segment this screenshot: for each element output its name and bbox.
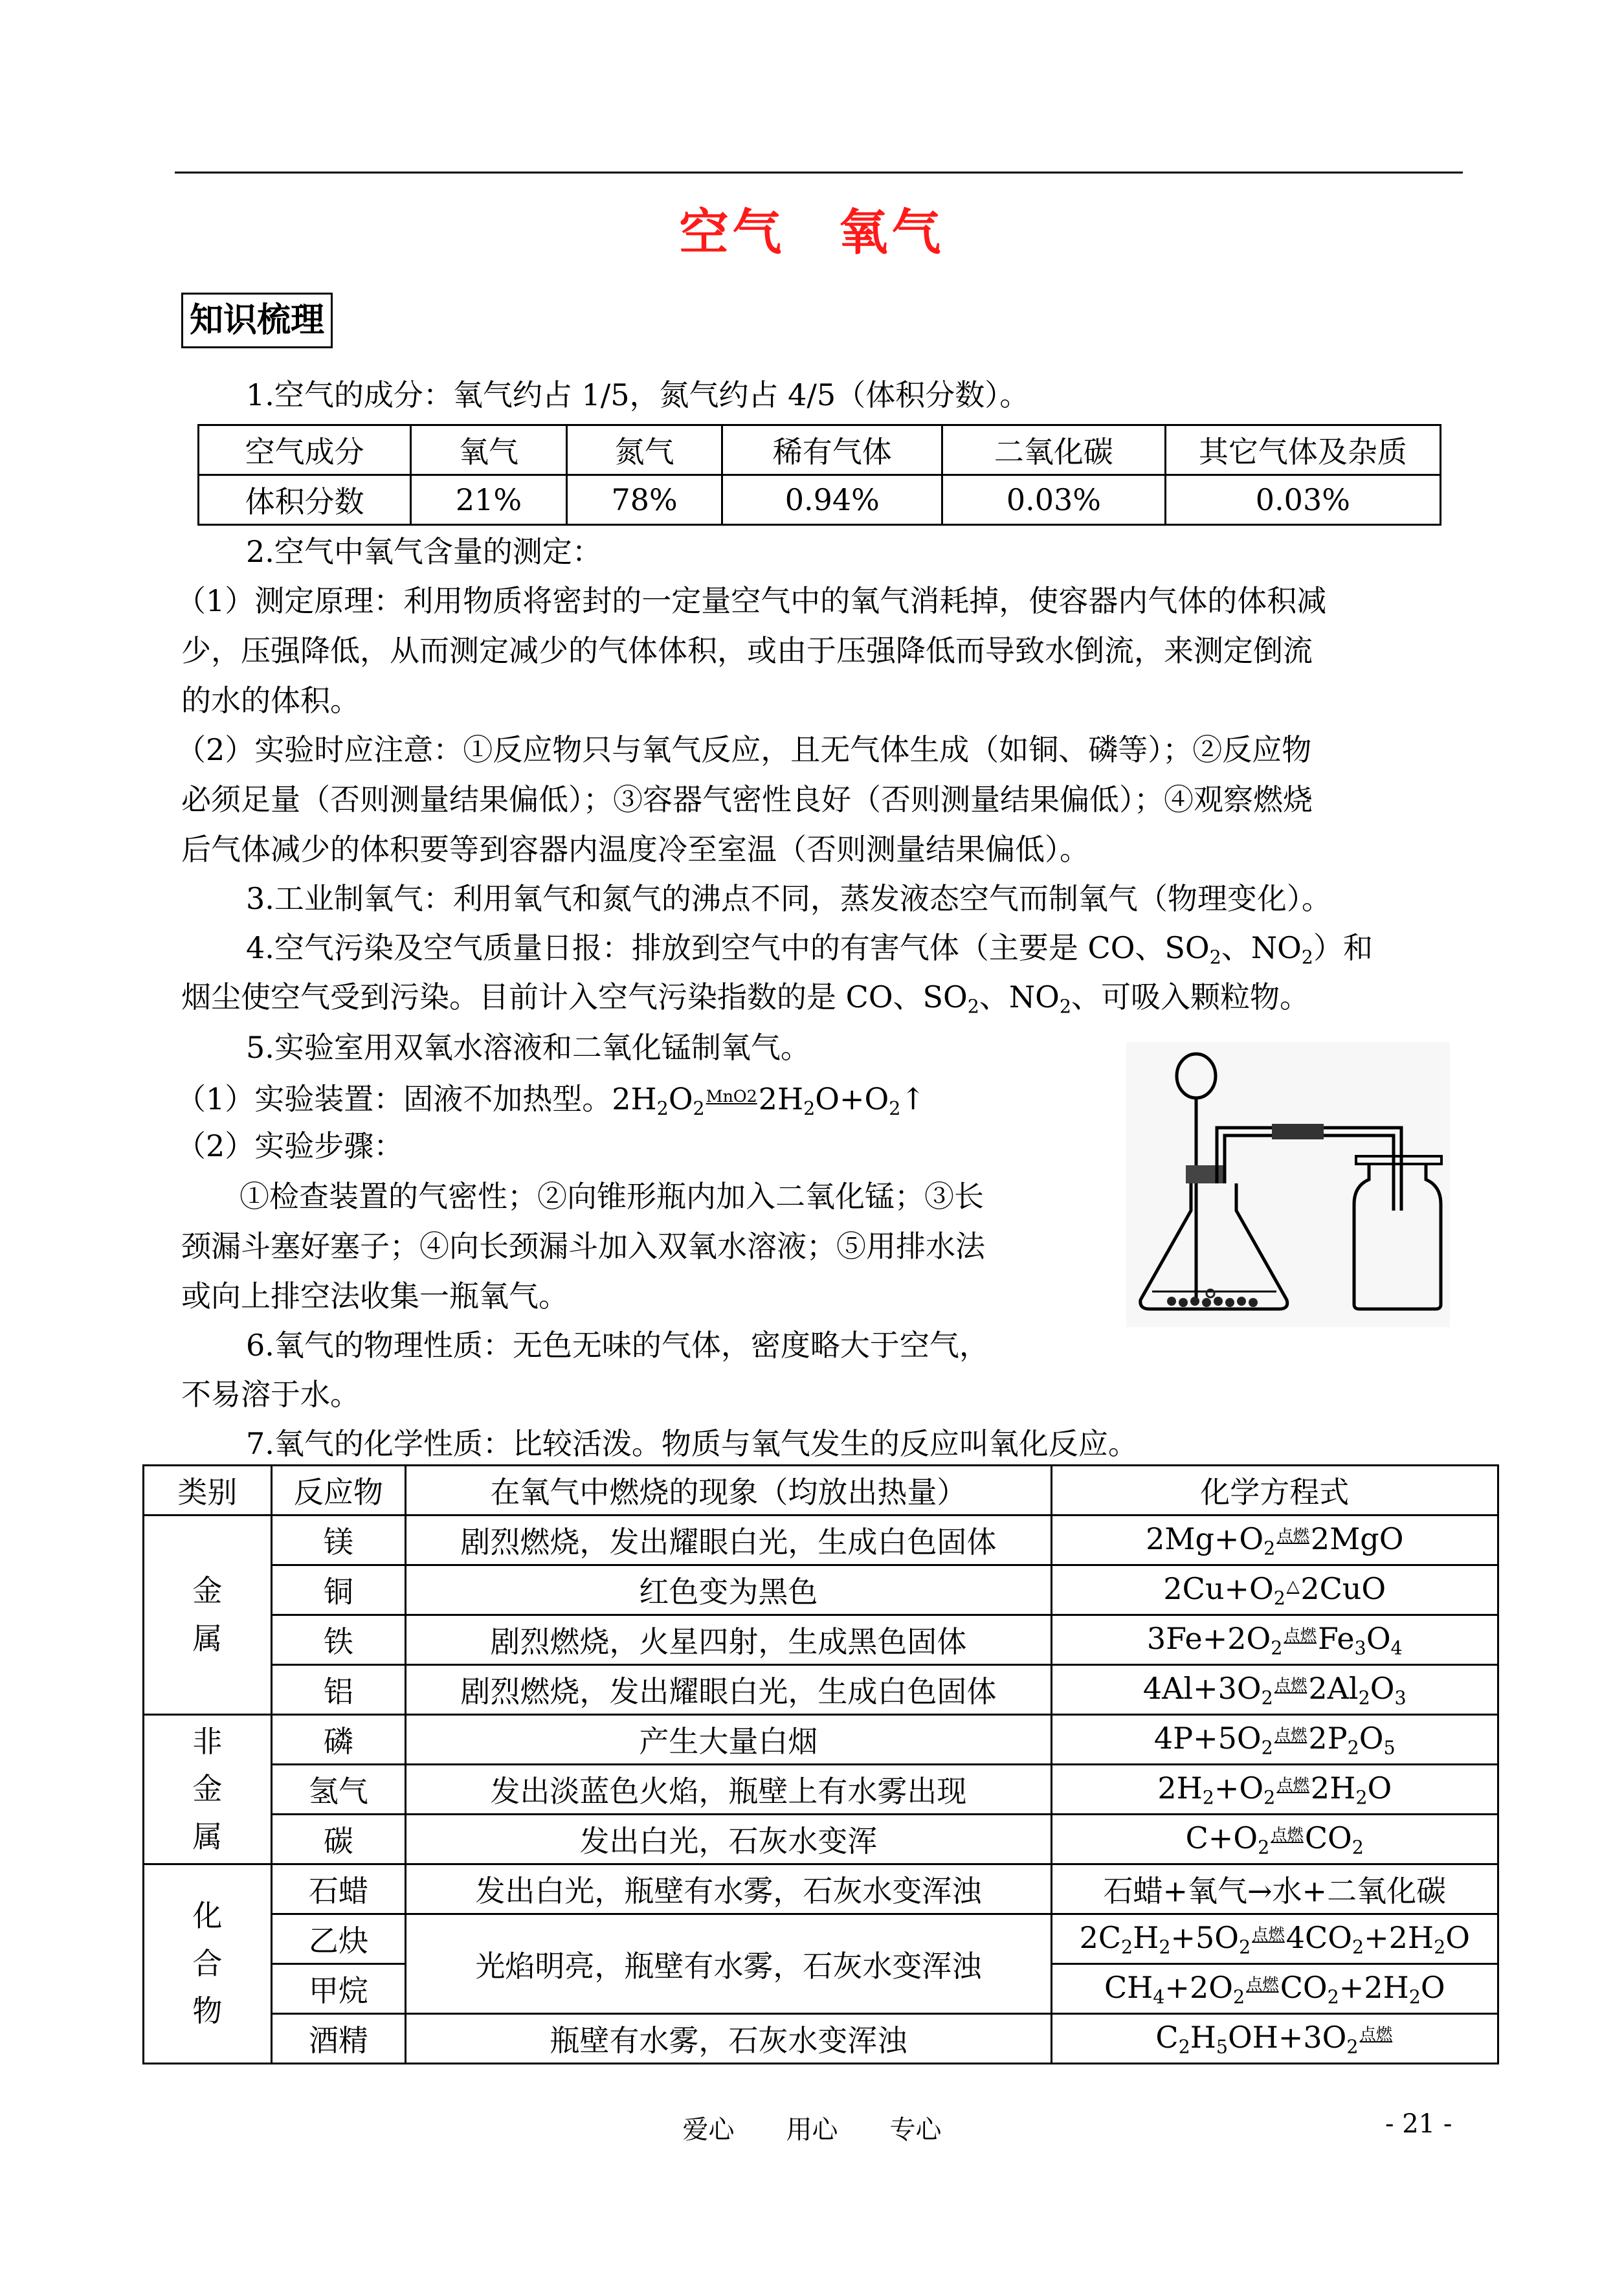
para-physical-line1: 6.氧气的物理性质：无色无味的气体，密度略大于空气，: [246, 1328, 989, 1363]
gas-arrow: ↑: [900, 1081, 926, 1117]
air-composition-table: [197, 424, 1441, 526]
para-principle-line2: 少，压强降低，从而测定减少的气体体积，或由于压强降低而导致水倒流，来测定倒流: [181, 633, 1313, 668]
para-principle-line1: （1）测定原理：利用物质将密封的一定量空气中的氧气消耗掉，使容器内气体的体积减: [176, 583, 1327, 618]
phenomenon-cell: 剧烈燃烧，发出耀眼白光，生成白色固体: [406, 1665, 1051, 1715]
text-span: O+O: [815, 1081, 889, 1117]
equation-cell: 4P+5O2点燃2P2O5: [1051, 1715, 1498, 1765]
subscript: 2: [803, 1097, 816, 1119]
text-span: 2H: [612, 1081, 657, 1117]
equation-cell: 2H2+O2点燃2H2O: [1051, 1765, 1498, 1815]
table-header-category: 类别: [144, 1466, 272, 1516]
reactant-cell: 石蜡: [271, 1864, 405, 1914]
reaction-condition: 点燃: [1359, 2025, 1393, 2044]
text-span: 、可吸入颗粒物。: [1071, 979, 1310, 1014]
reactant-cell: 酒精: [271, 2014, 405, 2064]
subscript: 2: [693, 1097, 705, 1119]
text-span: （1）实验装置：固液不加热型。: [176, 1081, 612, 1117]
subscript: 2: [1059, 996, 1072, 1018]
phenomenon-cell: 发出淡蓝色火焰，瓶壁上有水雾出现: [406, 1765, 1051, 1815]
text-span: 烟尘使空气受到污染。目前计入空气污染指数的是 CO、SO: [181, 979, 968, 1014]
equation-cell: 2C2H2+5O2点燃4CO2+2H2O: [1051, 1914, 1498, 1964]
phenomenon-cell: 产生大量白烟: [406, 1715, 1051, 1765]
category-metal: [144, 1516, 272, 1715]
reactant-cell: 氢气: [271, 1765, 405, 1815]
reactant-cell: 铁: [271, 1615, 405, 1665]
page-title: 空气 氧气: [679, 203, 945, 261]
reactant-cell: 铜: [271, 1565, 405, 1615]
para-notes-line2: 必须足量（否则测量结果偏低）；③容器气密性良好（否则测量结果偏低）；④观察燃烧: [181, 782, 1313, 817]
table-cell: 0.94%: [722, 475, 942, 525]
phenomenon-cell: 光焰明亮，瓶壁有水雾，石灰水变浑浊: [406, 1914, 1051, 2014]
text-span: 、NO: [1221, 930, 1302, 965]
table-cell: 空气成分: [199, 425, 411, 475]
subscript: 2: [1209, 946, 1221, 968]
para-steps-line1: ①检查装置的气密性；②向锥形瓶内加入二氧化锰；③长: [239, 1179, 984, 1214]
table-row: [144, 1815, 1498, 1864]
page-number: - 21 -: [1385, 2109, 1452, 2139]
table-cell: 21%: [411, 475, 567, 525]
equation-cell: 2Mg+O2点燃2MgO: [1051, 1516, 1498, 1565]
reaction-condition: 点燃: [1252, 1925, 1285, 1945]
reaction-condition: △: [1286, 1576, 1300, 1596]
para-physical-line2: 不易溶于水。: [181, 1377, 360, 1412]
phenomenon-cell: 发出白光，石灰水变浑: [406, 1815, 1051, 1864]
para-notes-line3: 后气体减少的体积要等到容器内温度冷至室温（否则测量结果偏低）。: [181, 832, 1089, 867]
phenomenon-cell: 红色变为黑色: [406, 1565, 1051, 1615]
table-cell: 0.03%: [942, 475, 1166, 525]
reactant-cell: 铝: [271, 1665, 405, 1715]
header-rule: [175, 172, 1463, 173]
equation-cell: C+O2点燃CO2: [1051, 1815, 1498, 1864]
phenomenon-cell: 瓶壁有水雾，石灰水变浑浊: [406, 2014, 1051, 2064]
table-row: [144, 1715, 1498, 1765]
table-row: [144, 1914, 1498, 1964]
reaction-condition: 点燃: [1274, 1676, 1307, 1695]
category-label: 化合物: [192, 1898, 223, 2029]
phenomenon-cell: 剧烈燃烧，发出耀眼白光，生成白色固体: [406, 1516, 1051, 1565]
category-label: 金属: [192, 1572, 223, 1656]
table-header-phenomenon: 在氧气中燃烧的现象（均放出热量）: [406, 1466, 1051, 1516]
rubber-stopper: [1186, 1165, 1225, 1183]
table-header-equation: 化学方程式: [1051, 1466, 1498, 1516]
footer-motto: 爱心 用心 专心: [682, 2115, 942, 2145]
text-span: 2H: [758, 1081, 804, 1117]
table-cell: 氮气: [566, 425, 722, 475]
table-cell: 78%: [566, 475, 722, 525]
para-chemical: 7.氧气的化学性质：比较活泼。物质与氧气发生的反应叫氧化反应。: [246, 1426, 1138, 1461]
equation-cell: 4Al+3O2点燃2Al2O3: [1051, 1665, 1498, 1715]
para-steps-line2: 颈漏斗塞好塞子；④向长颈漏斗加入双氧水溶液；⑤用排水法: [181, 1229, 985, 1264]
para-notes-line1: （2）实验时应注意：①反应物只与氧气反应，且无气体生成（如铜、磷等）；②反应物: [176, 732, 1312, 767]
reaction-condition: 点燃: [1271, 1826, 1304, 1845]
para-industrial: 3.工业制氧气：利用氧气和氮气的沸点不同，蒸发液态空气而制氧气（物理变化）。: [246, 881, 1331, 916]
table-cell: 氧气: [411, 425, 567, 475]
phenomenon-cell: 剧烈燃烧，火星四射，生成黑色固体: [406, 1615, 1051, 1665]
subscript: 2: [967, 996, 979, 1018]
category-nonmetal: [144, 1715, 272, 1864]
table-row: [144, 1765, 1498, 1815]
text-span: O: [668, 1081, 693, 1117]
para-steps-title: （2）实验步骤：: [176, 1128, 404, 1163]
table-row: [199, 475, 1441, 525]
para-oxygen-measure: 2.空气中氧气含量的测定：: [246, 534, 602, 569]
table-header-reactant: 反应物: [271, 1466, 405, 1516]
para-principle-line3: 的水的体积。: [181, 683, 360, 718]
reactant-cell: 甲烷: [271, 1964, 405, 2014]
reactant-cell: 磷: [271, 1715, 405, 1765]
table-cell: 稀有气体: [722, 425, 942, 475]
reaction-condition: 点燃: [1276, 1776, 1309, 1795]
reaction-condition: MnO2: [706, 1087, 757, 1106]
table-row: [144, 1615, 1498, 1665]
reactant-cell: 乙炔: [271, 1914, 405, 1964]
equation-cell: 2Cu+O2△2CuO: [1051, 1565, 1498, 1615]
text-span: ）和: [1313, 930, 1373, 965]
reaction-condition: 点燃: [1284, 1626, 1317, 1646]
equation-cell: 3Fe+2O2点燃Fe3O4: [1051, 1615, 1498, 1665]
para-pollution-line2: [181, 978, 1309, 1027]
table-row: [144, 1516, 1498, 1565]
section-label: 知识梳理: [181, 293, 333, 348]
reaction-condition: 点燃: [1246, 1975, 1279, 1995]
subscript: 2: [1301, 946, 1313, 968]
para-pollution-line1: [246, 928, 1373, 978]
reactant-cell: 镁: [271, 1516, 405, 1565]
reactant-cell: 碳: [271, 1815, 405, 1864]
table-row: [144, 1864, 1498, 1914]
table-row: [144, 1665, 1498, 1715]
para-steps-line3: 或向上排空法收集一瓶氧气。: [181, 1279, 568, 1314]
table-row: [144, 1565, 1498, 1615]
table-cell: 其它气体及杂质: [1165, 425, 1440, 475]
table-cell: 0.03%: [1165, 475, 1440, 525]
table-row: [144, 1466, 1498, 1516]
oxygen-reaction-table: [142, 1464, 1499, 2064]
para-apparatus: [176, 1077, 926, 1128]
table-cell: 体积分数: [199, 475, 411, 525]
equation-cell: C2H5OH+3O2点燃: [1051, 2014, 1498, 2064]
apparatus-illustration: [1126, 1042, 1450, 1327]
rubber-tube: [1272, 1124, 1324, 1139]
category-label: 非金属: [192, 1723, 223, 1854]
subscript: 2: [889, 1097, 901, 1119]
table-cell: 二氧化碳: [942, 425, 1166, 475]
table-row: [144, 2014, 1498, 2064]
phenomenon-cell: 发出白光，瓶壁有水雾，石灰水变浑浊: [406, 1864, 1051, 1914]
reaction-condition: 点燃: [1274, 1726, 1307, 1745]
reaction-condition: 点燃: [1276, 1527, 1309, 1546]
category-compound: [144, 1864, 272, 2064]
text-span: 、NO: [979, 979, 1060, 1014]
equation-cell: CH4+2O2点燃CO2+2H2O: [1051, 1964, 1498, 2014]
table-row: [199, 425, 1441, 475]
text-span: 4.空气污染及空气质量日报：排放到空气中的有害气体（主要是 CO、SO: [246, 930, 1210, 965]
para-lab-oxygen: 5.实验室用双氧水溶液和二氧化锰制氧气。: [246, 1030, 810, 1065]
equation-cell: 石蜡+氧气→水+二氧化碳: [1051, 1864, 1498, 1914]
para-air-composition: 1.空气的成分：氧气约占 1/5，氮气约占 4/5（体积分数）。: [246, 377, 1030, 412]
subscript: 2: [656, 1097, 669, 1119]
